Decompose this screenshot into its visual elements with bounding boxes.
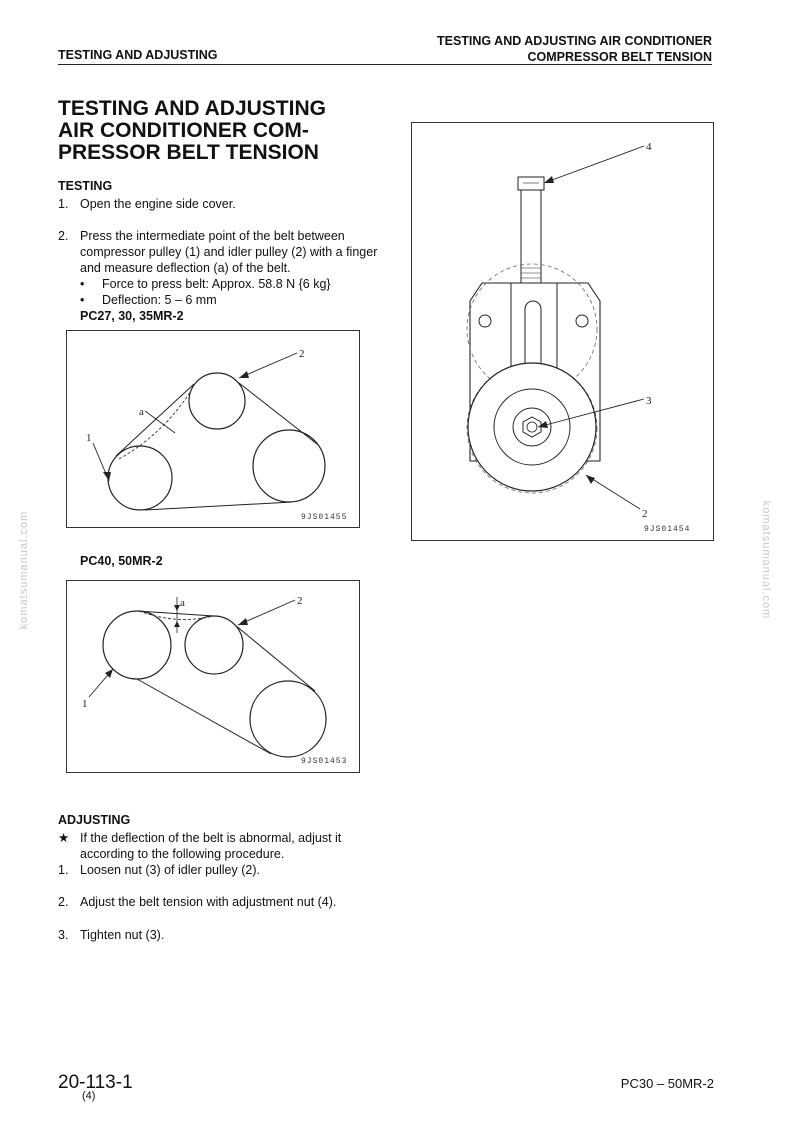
adjusting-step-2-number: 2. bbox=[58, 895, 69, 909]
fig3-label-2: 2 bbox=[642, 508, 648, 520]
running-header-left: TESTING AND ADJUSTING bbox=[58, 48, 218, 62]
running-header-right-line1: TESTING AND ADJUSTING AIR CONDITIONER bbox=[436, 34, 712, 48]
testing-step-2-number: 2. bbox=[58, 229, 69, 243]
page-number: 20-113-1 bbox=[58, 1072, 133, 1093]
adjusting-note-text: If the deflection of the belt is abnormal, adjust it according to the following procedure. bbox=[80, 831, 342, 861]
fig2-code: 9JS01453 bbox=[301, 757, 348, 766]
fig1-label-1: 1 bbox=[86, 432, 92, 444]
testing-step-1-text: Open the engine side cover. bbox=[80, 197, 236, 211]
figure-belt-pc27 bbox=[66, 330, 360, 528]
revision-number: (4) bbox=[82, 1090, 96, 1102]
running-header-right-line2: COMPRESSOR BELT TENSION bbox=[527, 50, 712, 64]
watermark-right: komatsumanual.com bbox=[760, 500, 772, 620]
adjusting-step-3-number: 3. bbox=[58, 928, 69, 942]
fig3-label-4: 4 bbox=[646, 141, 652, 153]
testing-step-2 bbox=[58, 228, 378, 308]
bullet-force: • Force to press belt: Approx. 58.8 N {6 kg} bbox=[80, 277, 331, 291]
bullet-deflection: • Deflection: 5 – 6 mm bbox=[80, 293, 217, 307]
testing-step-1-number: 1. bbox=[58, 197, 69, 211]
fig2-label-a: a bbox=[180, 597, 185, 609]
header-rule bbox=[58, 64, 712, 65]
figure-idler-pulley bbox=[411, 122, 714, 541]
adjusting-heading: ADJUSTING bbox=[58, 813, 131, 827]
model-label-pc40: PC40, 50MR-2 bbox=[80, 554, 163, 568]
fig1-label-2: 2 bbox=[299, 348, 305, 360]
adjusting-step-3-text: Tighten nut (3). bbox=[80, 928, 165, 942]
watermark-left: komatsumanual.com bbox=[18, 510, 30, 630]
page-title-line1: TESTING AND ADJUSTING bbox=[58, 97, 326, 120]
figure-belt-pc40 bbox=[66, 580, 360, 773]
adjusting-step-3 bbox=[58, 927, 378, 943]
star-icon: ★ bbox=[58, 831, 70, 845]
adjusting-step-1-number: 1. bbox=[58, 863, 69, 877]
model-label-pc27: PC27, 30, 35MR-2 bbox=[80, 309, 184, 323]
page-title-line2: AIR CONDITIONER COM- bbox=[58, 119, 309, 142]
fig3-code: 9JS01454 bbox=[644, 525, 691, 534]
fig1-code: 9JS01455 bbox=[301, 513, 348, 522]
adjusting-note bbox=[58, 830, 378, 878]
footer-model: PC30 – 50MR-2 bbox=[620, 1076, 714, 1091]
testing-step-1 bbox=[58, 196, 378, 212]
fig2-label-2: 2 bbox=[297, 595, 303, 607]
fig1-label-a: a bbox=[139, 406, 144, 418]
fig2-label-1: 1 bbox=[82, 698, 88, 710]
fig3-label-3: 3 bbox=[646, 395, 652, 407]
adjusting-step-1-text: Loosen nut (3) of idler pulley (2). bbox=[80, 863, 260, 877]
testing-step-2-text: Press the intermediate point of the belt between compressor pulley (1) and idler pulley (2) with a finger and measure deflection (a) of the belt. bbox=[80, 229, 378, 275]
page-title bbox=[58, 98, 378, 164]
adjusting-step-2 bbox=[58, 894, 378, 910]
testing-heading: TESTING bbox=[58, 179, 113, 193]
adjusting-step-2-text: Adjust the belt tension with adjustment nut (4). bbox=[80, 895, 337, 909]
running-header-right bbox=[437, 33, 712, 65]
page-title-line3: PRESSOR BELT TENSION bbox=[58, 141, 319, 164]
